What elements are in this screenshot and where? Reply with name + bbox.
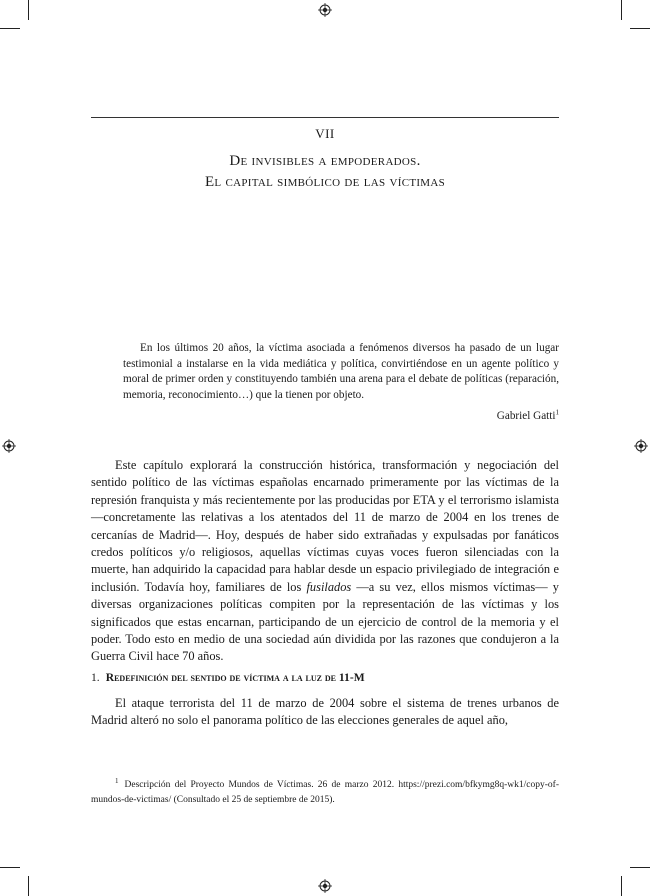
registration-mark-icon	[318, 879, 332, 893]
paragraph-text: —a su vez, ellos mismos víctimas— y diversas organizaciones políticas compiten por la representación de las víctimas y los significados que estas encarnan, participando de un ejercicio de control de la memoria y el poder. Todo esto en medio de una sociedad aún dividida por las razones que condujeron a la Guerra Civil hace 70 años.	[91, 579, 559, 664]
crop-mark-bottom-left-v	[28, 876, 29, 896]
registration-mark-icon	[634, 439, 648, 453]
footnote-text: Descripción del Proyecto Mundos de Víctimas. 26 de marzo 2012. https://prezi.com/bfkymg8q-wk1/copy-of-mundos-de-victimas/ (Consultado el 25 de septiembre de 2015).	[91, 780, 559, 806]
crop-mark-bottom-left-h	[0, 867, 20, 868]
chapter-title-line-1: De invisibles a empoderados.	[229, 153, 421, 169]
crop-mark-bottom-right-h	[630, 867, 650, 868]
crop-mark-top-left-h	[0, 28, 20, 29]
paragraph-text: Este capítulo explorará la construcción histórica, transformación y negociación del sentido político de las víctimas españolas encarnado primeramente por las víctimas de la represión franquista y más recientemente por las producidas por ETA y el terrorismo islamista —concretamente las relativas a los atentados del 11 de marzo de 2004 en los trenes de cercanías de Madrid—. Hoy, después de haber sido extrañadas y expulsadas por fanáticos credos políticos y/o religiosos, aquellas víctimas cuyas voces fueron silenciadas con la muerte, han adquirido la capacidad para hablar desde un espacio privilegiado de integración e inclusión. Todavía hoy, familiares de los	[91, 458, 559, 594]
footnote-number: 1	[115, 777, 119, 785]
epigraph-text: En los últimos 20 años, la víctima asociada a fenómenos diversos ha pasado de un lugar testimonial a instalarse en la vida mediática y política, convirtiéndose en un agente político y moral de primer orden y constituyendo también una arena para el debate de políticas (reparación, memoria, reconocimiento…) que la tienen por objeto.	[123, 342, 559, 401]
registration-mark-icon	[318, 3, 332, 17]
body-paragraph-2: El ataque terrorista del 11 de marzo de 2004 sobre el sistema de trenes urbanos de Madrid alteró no solo el panorama político de las elecciones generales de aquel año,	[91, 696, 559, 728]
chapter-title-line-2: El capital simbólico de las víctimas	[204, 174, 446, 190]
section-number: 1.	[91, 671, 100, 684]
registration-mark-icon	[2, 439, 16, 453]
chapter-number: VII	[315, 126, 335, 141]
section-heading	[91, 671, 559, 684]
crop-mark-top-right-v	[621, 0, 622, 20]
crop-mark-top-right-h	[630, 28, 650, 29]
footnote-ref: 1	[555, 408, 559, 417]
section-title: Redefinición del sentido de víctima a la luz de	[105, 671, 336, 684]
chapter-title	[91, 151, 559, 193]
italic-term: fusilados	[306, 579, 352, 594]
crop-mark-bottom-right-v	[621, 876, 622, 896]
body-paragraph-1	[91, 457, 559, 666]
section-title-tail: 11-M	[338, 671, 365, 684]
crop-mark-top-left-v	[28, 0, 29, 20]
epigraph-attribution	[123, 410, 559, 422]
footnote	[91, 774, 559, 808]
chapter-rule	[91, 117, 559, 118]
epigraph-author: Gabriel Gatti	[496, 410, 556, 422]
